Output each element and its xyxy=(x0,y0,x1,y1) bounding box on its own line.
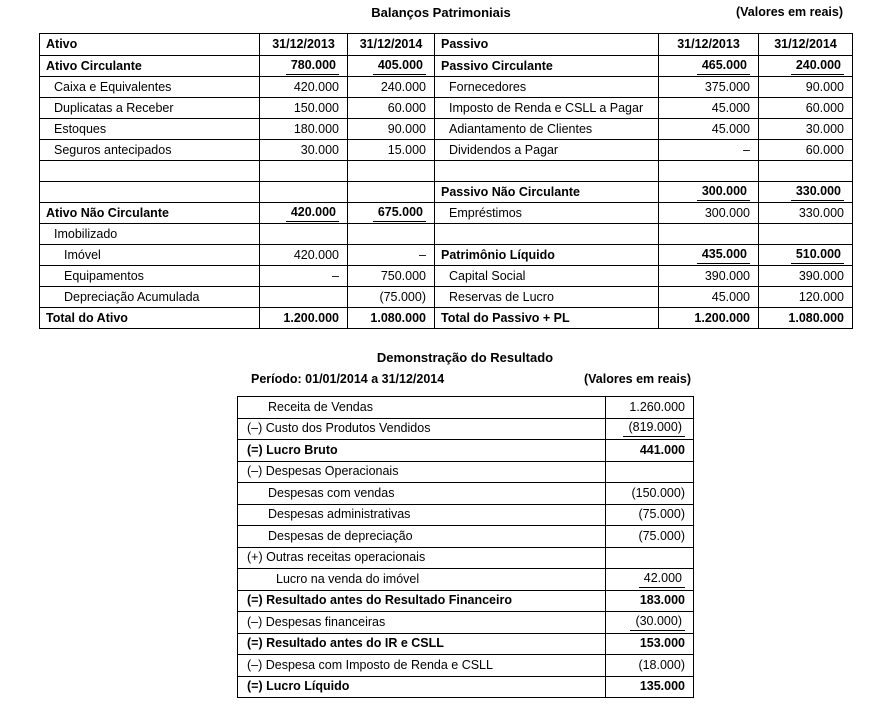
balance-value-cell xyxy=(348,56,435,77)
income-statement-label-cell: Despesas com vendas xyxy=(238,483,606,505)
underlined-value: 300.000 xyxy=(697,184,750,201)
balance-value-cell xyxy=(260,161,348,182)
income-statement-row xyxy=(238,461,694,483)
balance-label-cell: Imobilizado xyxy=(40,224,260,245)
balance-value-cell xyxy=(260,182,348,203)
balance-label-cell: Patrimônio Líquido xyxy=(435,245,659,266)
income-statement-row xyxy=(238,612,694,634)
income-statement-label-cell: (=) Lucro Líquido xyxy=(238,676,606,698)
balance-label-cell: Adiantamento de Clientes xyxy=(435,119,659,140)
passivo-2014-column-header: 31/12/2014 xyxy=(759,34,853,56)
balance-value-cell: – xyxy=(260,266,348,287)
balance-row xyxy=(40,182,853,203)
balance-value-cell xyxy=(260,203,348,224)
income-statement-currency-note: (Valores em reais) xyxy=(583,372,691,386)
underlined-value: 42.000 xyxy=(639,571,685,588)
balance-row xyxy=(40,98,853,119)
balance-row xyxy=(40,77,853,98)
balance-header-row xyxy=(40,34,853,56)
underlined-value: 420.000 xyxy=(286,205,339,222)
balance-label-cell xyxy=(435,161,659,182)
underlined-value: (30.000) xyxy=(630,614,685,631)
balance-value-cell: 1.080.000 xyxy=(759,308,853,329)
balance-label-cell: Imóvel xyxy=(40,245,260,266)
balance-value-cell: 45.000 xyxy=(659,119,759,140)
balance-sheet-header xyxy=(39,5,843,20)
balance-label-cell: Dividendos a Pagar xyxy=(435,140,659,161)
balance-value-cell: 390.000 xyxy=(759,266,853,287)
underlined-value: 780.000 xyxy=(286,58,339,75)
balance-row xyxy=(40,245,853,266)
balance-row xyxy=(40,224,853,245)
income-statement-value-cell xyxy=(606,612,694,634)
balance-label-cell: Caixa e Equivalentes xyxy=(40,77,260,98)
balance-value-cell xyxy=(659,245,759,266)
income-statement-label-cell: Despesas administrativas xyxy=(238,504,606,526)
balance-value-cell xyxy=(659,161,759,182)
income-statement-row xyxy=(238,504,694,526)
balance-row xyxy=(40,308,853,329)
balance-value-cell xyxy=(659,224,759,245)
balance-label-cell: Capital Social xyxy=(435,266,659,287)
income-statement-row xyxy=(238,676,694,698)
balance-sheet-table-head xyxy=(40,34,853,56)
income-statement-label-cell: Despesas de depreciação xyxy=(238,526,606,548)
underlined-value: 330.000 xyxy=(791,184,844,201)
income-statement-row xyxy=(238,655,694,677)
balance-sheet-title: Balanços Patrimoniais xyxy=(371,5,511,20)
underlined-value: 405.000 xyxy=(373,58,426,75)
balance-value-cell: 60.000 xyxy=(759,98,853,119)
balance-value-cell: 1.200.000 xyxy=(659,308,759,329)
balance-value-cell: (75.000) xyxy=(348,287,435,308)
income-statement-label-cell: (–) Despesas financeiras xyxy=(238,612,606,634)
balance-value-cell: 1.200.000 xyxy=(260,308,348,329)
balance-value-cell xyxy=(348,182,435,203)
income-statement-row xyxy=(238,569,694,591)
income-statement-row xyxy=(238,483,694,505)
underlined-value: 435.000 xyxy=(697,247,750,264)
income-statement-label-cell: (–) Despesas Operacionais xyxy=(238,461,606,483)
balance-label-cell xyxy=(40,182,260,203)
balance-value-cell: 180.000 xyxy=(260,119,348,140)
balance-value-cell xyxy=(260,287,348,308)
income-statement-value-cell: 183.000 xyxy=(606,590,694,612)
balance-value-cell xyxy=(759,161,853,182)
income-statement-value-cell xyxy=(606,569,694,591)
balance-value-cell: 1.080.000 xyxy=(348,308,435,329)
balance-value-cell: 150.000 xyxy=(260,98,348,119)
balance-value-cell: 120.000 xyxy=(759,287,853,308)
ativo-2014-column-header: 31/12/2014 xyxy=(348,34,435,56)
balance-value-cell: 30.000 xyxy=(260,140,348,161)
balance-label-cell: Estoques xyxy=(40,119,260,140)
balance-value-cell: 90.000 xyxy=(348,119,435,140)
balance-value-cell: 30.000 xyxy=(759,119,853,140)
income-statement-row xyxy=(238,547,694,569)
balance-value-cell: 420.000 xyxy=(260,77,348,98)
balance-row xyxy=(40,203,853,224)
passivo-column-header: Passivo xyxy=(435,34,659,56)
underlined-value: (819.000) xyxy=(623,420,685,437)
passivo-2013-column-header: 31/12/2013 xyxy=(659,34,759,56)
balance-value-cell xyxy=(759,182,853,203)
balance-label-cell: Ativo Circulante xyxy=(40,56,260,77)
balance-value-cell: 420.000 xyxy=(260,245,348,266)
balance-value-cell xyxy=(759,56,853,77)
income-statement-value-cell: 153.000 xyxy=(606,633,694,655)
balance-value-cell: – xyxy=(348,245,435,266)
income-statement-label-cell: Receita de Vendas xyxy=(238,397,606,419)
income-statement-value-cell: 135.000 xyxy=(606,676,694,698)
ativo-2013-column-header: 31/12/2013 xyxy=(260,34,348,56)
underlined-value: 510.000 xyxy=(791,247,844,264)
income-statement-value-cell xyxy=(606,461,694,483)
balance-value-cell: 60.000 xyxy=(348,98,435,119)
income-statement-value-cell: 441.000 xyxy=(606,440,694,462)
balance-value-cell: 60.000 xyxy=(759,140,853,161)
income-statement-label-cell: (=) Resultado antes do IR e CSLL xyxy=(238,633,606,655)
balance-label-cell xyxy=(435,224,659,245)
underlined-value: 465.000 xyxy=(697,58,750,75)
income-statement-label-cell: (=) Resultado antes do Resultado Financeiro xyxy=(238,590,606,612)
income-statement-value-cell: (75.000) xyxy=(606,504,694,526)
balance-value-cell: – xyxy=(659,140,759,161)
balance-row xyxy=(40,56,853,77)
income-statement-subheader xyxy=(237,372,693,386)
balance-label-cell xyxy=(40,161,260,182)
balance-label-cell: Equipamentos xyxy=(40,266,260,287)
income-statement-value-cell: 1.260.000 xyxy=(606,397,694,419)
balance-row xyxy=(40,287,853,308)
income-statement-row xyxy=(238,397,694,419)
income-statement-row xyxy=(238,633,694,655)
balance-label-cell: Passivo Circulante xyxy=(435,56,659,77)
underlined-value: 675.000 xyxy=(373,205,426,222)
balance-currency-note: (Valores em reais) xyxy=(735,5,843,19)
balance-row xyxy=(40,119,853,140)
income-statement-value-cell: (150.000) xyxy=(606,483,694,505)
income-statement-title: Demonstração do Resultado xyxy=(376,350,554,365)
income-statement-value-cell: (75.000) xyxy=(606,526,694,548)
balance-value-cell: 90.000 xyxy=(759,77,853,98)
balance-value-cell xyxy=(348,224,435,245)
balance-label-cell: Duplicatas a Receber xyxy=(40,98,260,119)
balance-row xyxy=(40,140,853,161)
income-statement-row xyxy=(238,418,694,440)
balance-value-cell xyxy=(759,245,853,266)
balance-label-cell: Reservas de Lucro xyxy=(435,287,659,308)
balance-label-cell: Ativo Não Circulante xyxy=(40,203,260,224)
balance-label-cell: Passivo Não Circulante xyxy=(435,182,659,203)
income-statement-period: Período: 01/01/2014 a 31/12/2014 xyxy=(251,372,445,386)
balance-label-cell: Empréstimos xyxy=(435,203,659,224)
income-statement-row xyxy=(238,526,694,548)
income-statement-value-cell: (18.000) xyxy=(606,655,694,677)
balance-value-cell xyxy=(659,56,759,77)
income-statement-table-body xyxy=(238,397,694,698)
balance-value-cell xyxy=(659,182,759,203)
income-statement-row xyxy=(238,590,694,612)
balance-sheet-table xyxy=(39,33,853,329)
balance-row xyxy=(40,161,853,182)
balance-value-cell: 45.000 xyxy=(659,287,759,308)
balance-value-cell xyxy=(759,224,853,245)
balance-label-cell: Seguros antecipados xyxy=(40,140,260,161)
balance-value-cell: 390.000 xyxy=(659,266,759,287)
income-statement-row xyxy=(238,440,694,462)
balance-label-cell: Total do Ativo xyxy=(40,308,260,329)
balance-value-cell: 750.000 xyxy=(348,266,435,287)
balance-label-cell: Depreciação Acumulada xyxy=(40,287,260,308)
underlined-value: 240.000 xyxy=(791,58,844,75)
balance-value-cell xyxy=(348,161,435,182)
income-statement-label-cell: (–) Custo dos Produtos Vendidos xyxy=(238,418,606,440)
balance-value-cell: 15.000 xyxy=(348,140,435,161)
balance-sheet-table-body xyxy=(40,56,853,329)
balance-value-cell: 45.000 xyxy=(659,98,759,119)
income-statement-label-cell: (–) Despesa com Imposto de Renda e CSLL xyxy=(238,655,606,677)
income-statement-value-cell xyxy=(606,418,694,440)
income-statement-label-cell: (+) Outras receitas operacionais xyxy=(238,547,606,569)
ativo-column-header: Ativo xyxy=(40,34,260,56)
balance-value-cell: 300.000 xyxy=(659,203,759,224)
balance-label-cell: Imposto de Renda e CSLL a Pagar xyxy=(435,98,659,119)
balance-label-cell: Total do Passivo + PL xyxy=(435,308,659,329)
balance-value-cell xyxy=(260,224,348,245)
balance-label-cell: Fornecedores xyxy=(435,77,659,98)
income-statement-label-cell: (=) Lucro Bruto xyxy=(238,440,606,462)
balance-value-cell xyxy=(260,56,348,77)
income-statement-table xyxy=(237,396,694,698)
balance-value-cell xyxy=(348,203,435,224)
income-statement-label-cell: Lucro na venda do imóvel xyxy=(238,569,606,591)
balance-value-cell: 375.000 xyxy=(659,77,759,98)
balance-row xyxy=(40,266,853,287)
balance-value-cell: 330.000 xyxy=(759,203,853,224)
balance-value-cell: 240.000 xyxy=(348,77,435,98)
income-statement-value-cell xyxy=(606,547,694,569)
